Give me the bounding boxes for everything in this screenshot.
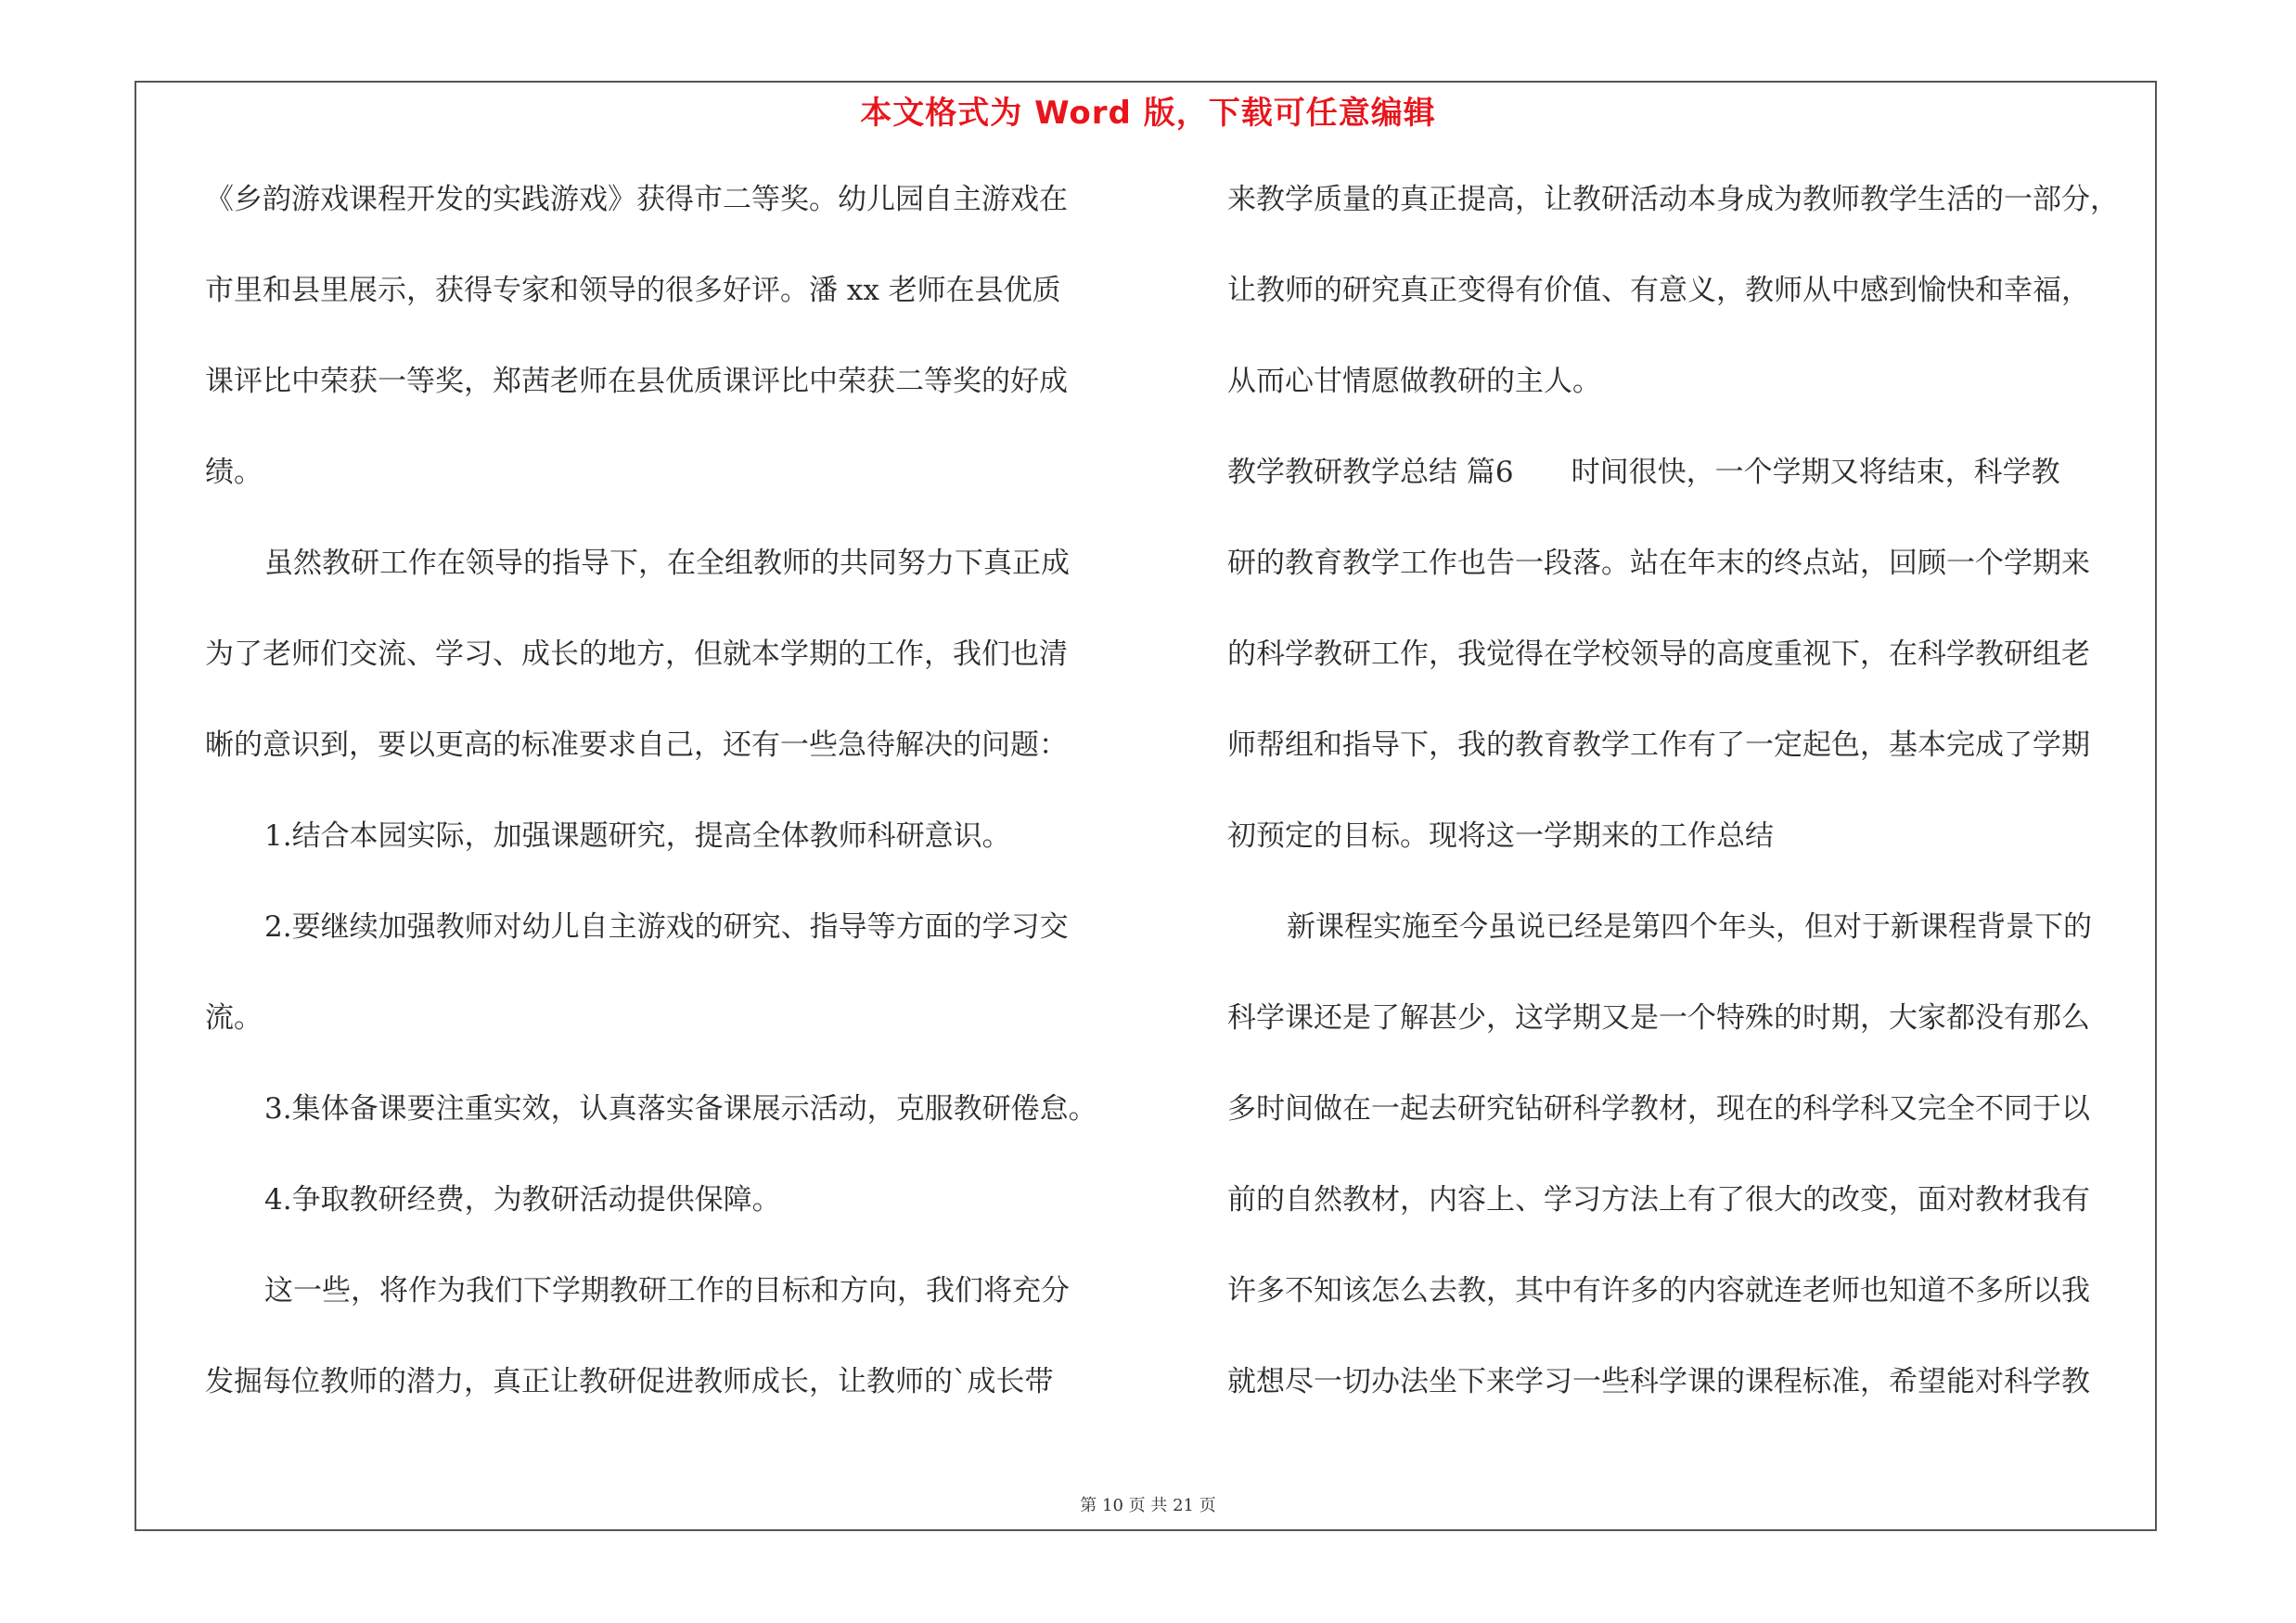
paragraph-line: 发掘每位教师的潜力，真正让教研促进教师成长，让教师的`成长带 [205,1365,1054,1398]
paragraph-line: 课评比中荣获一等奖，郑茜老师在县优质课评比中荣获二等奖的好成 [205,365,1068,398]
paragraph-line: 多时间做在一起去研究钻研科学教材，现在的科学科又完全不同于以 [1227,1092,2090,1126]
page-number: 第 10 页 共 21 页 [1080,1496,1216,1515]
paragraph-line: 许多不知该怎么去教，其中有许多的内容就连老师也知道不多所以我 [1227,1274,2090,1307]
list-item: 3.集体备课要注重实效，认真落实备课展示活动，克服教研倦怠。 [264,1092,1097,1126]
paragraph-line: 《乡韵游戏课程开发的实践游戏》获得市二等奖。幼儿园自主游戏在 [205,183,1068,216]
paragraph-line: 师帮组和指导下，我的教育教学工作有了一定起色，基本完成了学期 [1227,728,2090,762]
section-heading-line: 教学教研教学总结 篇6 时间很快，一个学期又将结束，科学教 [1227,456,2060,489]
paragraph-line: 初预定的目标。现将这一学期来的工作总结 [1227,819,1774,853]
paragraph-line: 科学课还是了解甚少，这学期又是一个特殊的时期，大家都没有那么 [1227,1001,2090,1035]
paragraph-line: 来教学质量的真正提高，让教研活动本身成为教师教学生活的一部分， [1227,183,2119,216]
paragraph-line: 新课程实施至今虽说已经是第四个年头，但对于新课程背景下的 [1287,910,2092,944]
paragraph-line: 前的自然教材，内容上、学习方法上有了很大的改变，面对教材我有 [1227,1183,2090,1217]
paragraph-line: 为了老师们交流、学习、成长的地方，但就本学期的工作，我们也清 [205,638,1068,671]
paragraph-line: 市里和县里展示，获得专家和领导的很多好评。潘 xx 老师在县优质 [205,274,1061,307]
paragraph-line: 流。 [205,1001,263,1035]
paragraph-line: 虽然教研工作在领导的指导下，在全组教师的共同努力下真正成 [264,547,1070,580]
paragraph-line: 就想尽一切办法坐下来学习一些科学课的课程标准，希望能对科学教 [1227,1365,2090,1398]
paragraph-line: 的科学教研工作，我觉得在学校领导的高度重视下，在科学教研组老 [1227,638,2090,671]
paragraph-line: 研的教育教学工作也告一段落。站在年末的终点站，回顾一个学期来 [1227,547,2090,580]
paragraph-line: 让教师的研究真正变得有价值、有意义，教师从中感到愉快和幸福， [1227,274,2090,307]
list-item: 2.要继续加强教师对幼儿自主游戏的研究、指导等方面的学习交 [264,910,1069,944]
paragraph-line: 从而心甘情愿做教研的主人。 [1227,365,1601,398]
paragraph-line: 这一些，将作为我们下学期教研工作的目标和方向，我们将充分 [264,1274,1070,1307]
list-item: 4.争取教研经费，为教研活动提供保障。 [264,1183,781,1217]
list-item: 1.结合本园实际，加强课题研究，提高全体教师科研意识。 [264,819,1011,853]
header-banner: 本文格式为 Word 版，下载可任意编辑 [860,95,1436,132]
paragraph-line: 晰的意识到，要以更高的标准要求自己，还有一些急待解决的问题： [205,728,1068,762]
paragraph-line: 绩。 [205,456,263,489]
